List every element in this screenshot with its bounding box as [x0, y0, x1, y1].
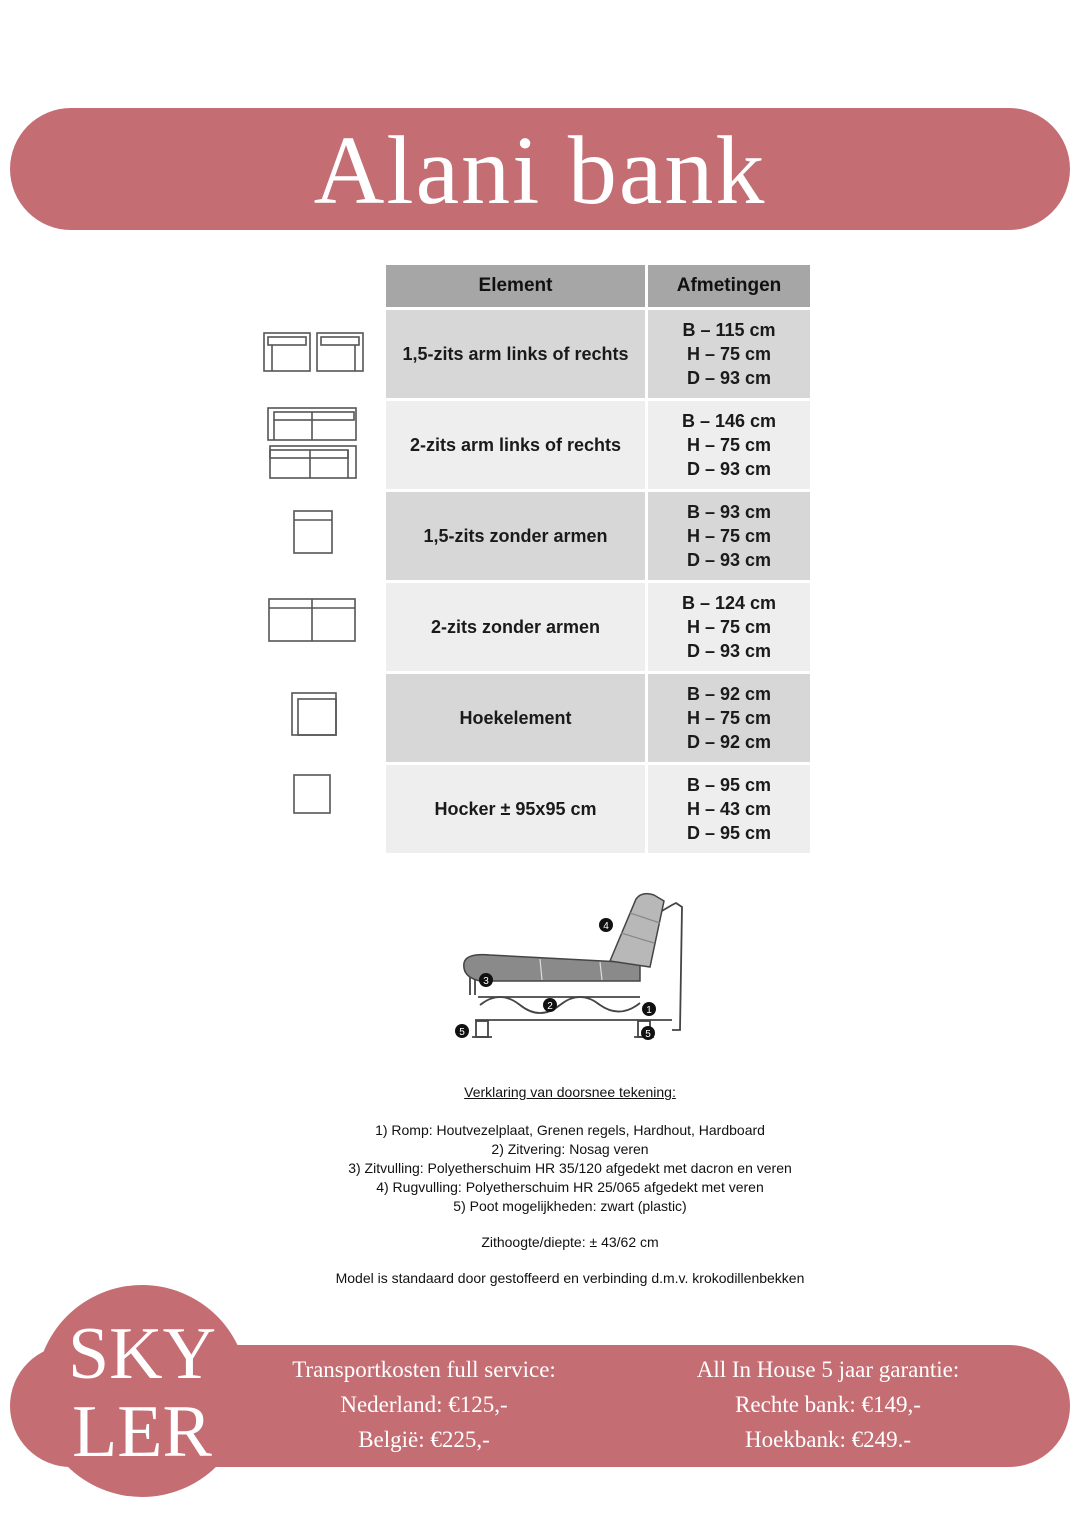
svg-text:2: 2: [547, 1001, 553, 1012]
marker-1: [642, 1002, 656, 1016]
table-row: [386, 765, 810, 856]
element-dimensions: B – 124 cm H – 75 cm D – 93 cm: [645, 583, 810, 674]
legend-item: 5) Poot mogelijkheden: zwart (plastic): [453, 1198, 687, 1214]
transport-costs: [244, 1352, 604, 1457]
element-dimensions: B – 95 cm H – 43 cm D – 95 cm: [645, 765, 810, 856]
transport-nl: Nederland: €125,-: [340, 1392, 508, 1417]
page-title: Alani bank: [313, 117, 767, 225]
header-dimensions: Afmetingen: [645, 265, 810, 310]
warranty-corner: Hoekbank: €249.-: [744, 1427, 912, 1452]
element-dimensions: B – 146 cm H – 75 cm D – 93 cm: [645, 401, 810, 492]
marker-2: [543, 998, 557, 1012]
svg-text:5: 5: [459, 1027, 465, 1038]
element-name: 1,5-zits arm links of rechts: [386, 310, 645, 401]
sofa-2-seat-arm-icon: [266, 406, 360, 480]
element-name: 2-zits arm links of rechts: [386, 401, 645, 492]
transport-be: België: €225,-: [358, 1427, 490, 1452]
legend-heading: Verklaring van doorsnee tekening:: [464, 1084, 676, 1100]
legend-item: 2) Zitvering: Nosag veren: [491, 1141, 649, 1157]
transport-heading: Transportkosten full service:: [292, 1357, 556, 1382]
warranty-info: [648, 1352, 1008, 1457]
sofa-1-5-seat-no-arms-icon: [291, 508, 337, 556]
marker-3: [479, 973, 493, 987]
warranty-straight: Rechte bank: €149,-: [735, 1392, 921, 1417]
header-element: Element: [386, 265, 645, 310]
svg-text:1: 1: [646, 1005, 652, 1016]
dimensions-table: [386, 265, 810, 856]
corner-element-icon: [289, 690, 341, 738]
marker-5-right: [641, 1026, 655, 1040]
model-note: Model is standaard door gestoffeerd en verbinding d.m.v. krokodillenbekken: [335, 1270, 805, 1286]
warranty-heading: All In House 5 jaar garantie:: [696, 1357, 960, 1382]
svg-text:5: 5: [645, 1029, 651, 1040]
element-dimensions: B – 93 cm H – 75 cm D – 93 cm: [645, 492, 810, 583]
title-banner: [10, 108, 1070, 230]
svg-text:4: 4: [603, 921, 609, 932]
sofa-2-seat-no-arms-icon: [266, 596, 358, 644]
table-row: [386, 401, 810, 492]
marker-5-left: [455, 1024, 469, 1038]
element-dimensions: B – 115 cm H – 75 cm D – 93 cm: [645, 310, 810, 401]
hocker-icon: [291, 772, 335, 816]
table-row: [386, 310, 810, 401]
table-row: [386, 583, 810, 674]
element-name: 2-zits zonder armen: [386, 583, 645, 674]
svg-text:3: 3: [483, 976, 489, 987]
seat-height-note: Zithoogte/diepte: ± 43/62 cm: [481, 1234, 659, 1250]
element-name: Hoekelement: [386, 674, 645, 765]
legend-item: 1) Romp: Houtvezelplaat, Grenen regels, Hardhout, Hardboard: [375, 1122, 765, 1138]
element-name: Hocker ± 95x95 cm: [386, 765, 645, 856]
cross-section-drawing: [450, 885, 690, 1045]
table-row: [386, 674, 810, 765]
element-dimensions: B – 92 cm H – 75 cm D – 92 cm: [645, 674, 810, 765]
legend-item: 3) Zitvulling: Polyetherschuim HR 35/120 afgedekt met dacron en veren: [348, 1160, 792, 1176]
marker-4: [599, 918, 613, 932]
sofa-1-5-seat-arm-icon: [262, 330, 366, 374]
element-name: 1,5-zits zonder armen: [386, 492, 645, 583]
table-header-row: [386, 265, 810, 310]
skyler-logo: SKY LER: [36, 1285, 248, 1497]
legend-item: 4) Rugvulling: Polyetherschuim HR 25/065 afgedekt met veren: [376, 1179, 764, 1195]
table-row: [386, 492, 810, 583]
legend-list: [240, 1121, 900, 1216]
